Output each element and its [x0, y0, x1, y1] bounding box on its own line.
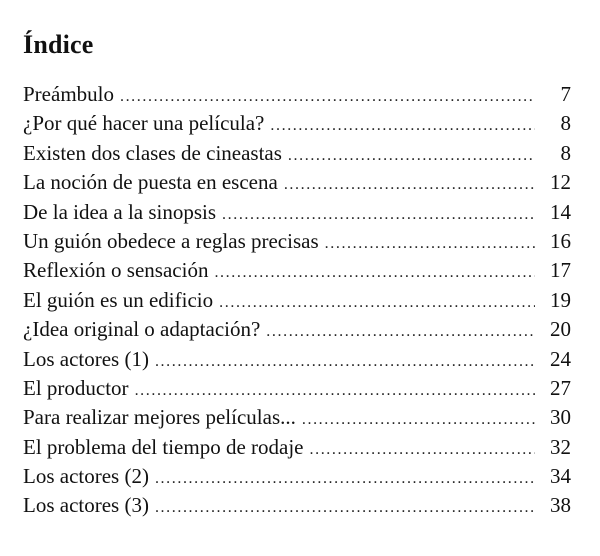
entry-title: Los actores (2) — [23, 464, 149, 489]
entry-title: El problema del tiempo de rodaje — [23, 434, 304, 459]
entry-page-number: 30 — [550, 405, 571, 430]
entry-page-number: 17 — [550, 258, 571, 283]
dot-leader — [284, 170, 535, 199]
toc-entry — [23, 491, 571, 520]
entry-page-number: 8 — [560, 140, 571, 165]
entry-title: Los actores (1) — [23, 346, 149, 371]
entry-title: Existen dos clases de cineastas — [23, 140, 282, 165]
dot-leader — [270, 111, 535, 140]
dot-leader — [302, 405, 535, 434]
dot-leader — [325, 229, 535, 258]
dot-leader — [222, 200, 535, 229]
entry-page-number: 8 — [560, 111, 571, 136]
dot-leader — [135, 376, 535, 405]
toc-entry — [23, 139, 571, 168]
dot-leader — [288, 141, 535, 170]
dot-leader — [155, 347, 535, 376]
toc-entry — [23, 168, 571, 197]
dot-leader — [214, 258, 535, 287]
entry-page-number: 16 — [550, 228, 571, 253]
entry-title: De la idea a la sinopsis — [23, 199, 217, 224]
toc-entry — [23, 403, 571, 432]
dot-leader — [155, 493, 535, 522]
toc-entry — [23, 286, 571, 315]
entry-title: Un guión obedece a reglas precisas — [23, 228, 319, 253]
toc-entry — [23, 462, 571, 491]
toc-entry — [23, 198, 571, 227]
entry-page-number: 7 — [560, 82, 571, 106]
entry-page-number: 38 — [550, 493, 571, 518]
entry-page-number: 32 — [550, 434, 571, 459]
dot-leader — [155, 464, 535, 493]
toc-entry — [23, 80, 571, 109]
entry-title: ¿Por qué hacer una película? — [23, 111, 265, 136]
entry-title: La noción de puesta en escena — [23, 170, 278, 195]
toc-entry — [23, 315, 571, 344]
entry-title: ¿Idea original o adaptación? — [23, 317, 261, 342]
toc-entry — [23, 227, 571, 256]
entry-title: Reflexión o sensación — [23, 258, 209, 283]
entry-page-number: 24 — [550, 346, 571, 371]
dot-leader — [120, 82, 535, 111]
index-page — [23, 0, 571, 556]
entry-title: El guión es un edificio — [23, 287, 214, 312]
table-of-contents — [23, 80, 571, 521]
entry-page-number: 14 — [550, 199, 571, 224]
entry-title: El productor — [23, 375, 129, 400]
toc-entry — [23, 433, 571, 462]
page-title: Índice — [23, 30, 94, 60]
toc-entry — [23, 109, 571, 138]
entry-page-number: 19 — [550, 287, 571, 312]
dot-leader — [266, 317, 535, 346]
toc-entry — [23, 345, 571, 374]
entry-page-number: 27 — [550, 375, 571, 400]
dot-leader — [310, 435, 536, 464]
entry-title: Preámbulo — [23, 82, 114, 106]
toc-entry — [23, 256, 571, 285]
toc-entry — [23, 374, 571, 403]
entry-title: Para realizar mejores películas... — [23, 405, 296, 430]
entry-title: Los actores (3) — [23, 493, 149, 518]
entry-page-number: 34 — [550, 464, 571, 489]
dot-leader — [219, 288, 535, 317]
entry-page-number: 20 — [550, 317, 571, 342]
entry-page-number: 12 — [550, 170, 571, 195]
